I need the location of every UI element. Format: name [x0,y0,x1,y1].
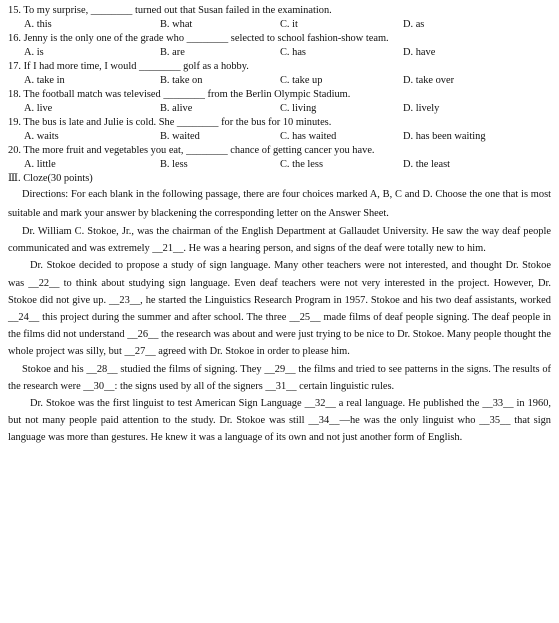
option-row [8,46,551,60]
question-stem: 17. If I had more time, I would ________ golf as a hobby. [8,61,249,72]
multiple-choice-section [8,4,551,172]
question-16 [8,32,551,60]
passage-paragraph: Dr. Stokoe was the first linguist to test American Sign Language __32__ a real language. He published the __33__ in 1960, but not many people paid attention to the study. Dr. Stokoe was still __34__—he was the only linguist who __35__ that sign language was more than gestures. He knew it was a language of its own and not just another form of English. [8,398,551,444]
option-d[interactable]: D. have [403,47,436,58]
option-row [8,18,551,32]
option-b[interactable]: B. what [160,19,193,30]
option-b[interactable]: B. alive [160,103,193,114]
passage-paragraph: Dr. William C. Stokoe, Jr., was the chairman of the English Department at Gallaudet University. He saw the way deaf people communicated and was extremely __21__. He was a hearing person, and signs of the deaf were totally new to him. [8,226,551,255]
option-a[interactable]: A. little [24,159,56,170]
cloze-passage [8,223,551,447]
question-stem: 20. The more fruit and vegetables you eat, ________ chance of getting cancer you have. [8,145,375,156]
question-17 [8,60,551,88]
question-stem: 15. To my surprise, ________ turned out that Susan failed in the examination. [8,5,332,16]
question-stem: 19. The bus is late and Julie is cold. She ________ for the bus for 10 minutes. [8,117,332,128]
option-b[interactable]: B. less [160,159,188,170]
option-b[interactable]: B. take on [160,75,203,86]
option-c[interactable]: C. living [280,103,317,114]
option-row [8,74,551,88]
question-18 [8,88,551,116]
question-20 [8,144,551,172]
question-stem: 18. The football match was televised ________ from the Berlin Olympic Stadium. [8,89,351,100]
passage-paragraph: Dr. Stokoe decided to propose a study of sign language. Many other teachers were not interested, and thought Dr. Stokoe was __22__ to think about studying sign language. Even deaf teachers were not very interested in the project. However, Dr. Stokoe did not give up. __23__, he started the Linguistics Research Program in 1957. Stokoe and his two deaf assistants, worked __24__ this project during the summer and after school. The three __25__ made films of deaf people signing. The deaf people in the films did not understand __26__ the research was about and were just trying to be nice to Dr. Stokoe. Many people thought the whole project was silly, but __27__ agreed with Dr. Stokoe in order to please him. [8,260,551,358]
option-row [8,158,551,172]
option-row [8,130,551,144]
option-c[interactable]: C. take up [280,75,323,86]
option-b[interactable]: B. are [160,47,185,58]
directions: Directions: For each blank in the following passage, there are four choices marked A, B, C and D. Choose the one that is most suitable and mark your answer by blackening the corresponding letter on the Answer Sheet. [8,189,551,219]
option-d[interactable]: D. take over [403,75,455,86]
option-d[interactable]: D. as [403,19,425,30]
option-c[interactable]: C. the less [280,159,324,170]
option-c[interactable]: C. has [280,47,306,58]
option-a[interactable]: A. is [24,47,44,58]
option-d[interactable]: D. lively [403,103,440,114]
passage-paragraph: Stokoe and his __28__ studied the films of signing. They __29__ the films and tried to see patterns in the signs. The results of the research were __30__: the signs used by all of the signers __31__ certain linguistic rules. [8,363,551,392]
option-b[interactable]: B. waited [160,131,200,142]
question-15 [8,4,551,32]
option-a[interactable]: A. this [24,19,52,30]
option-c[interactable]: C. it [280,19,298,30]
option-d[interactable]: D. has been waiting [403,131,486,142]
option-a[interactable]: A. waits [24,131,59,142]
option-c[interactable]: C. has waited [280,131,337,142]
option-a[interactable]: A. live [24,103,53,114]
question-stem: 16. Jenny is the only one of the grade who ________ selected to school fashion-show team. [8,33,389,44]
section-title: Ⅲ. Cloze(30 points) [8,173,93,184]
option-row [8,102,551,116]
option-a[interactable]: A. take in [24,75,65,86]
option-d[interactable]: D. the least [403,159,451,170]
question-19 [8,116,551,144]
